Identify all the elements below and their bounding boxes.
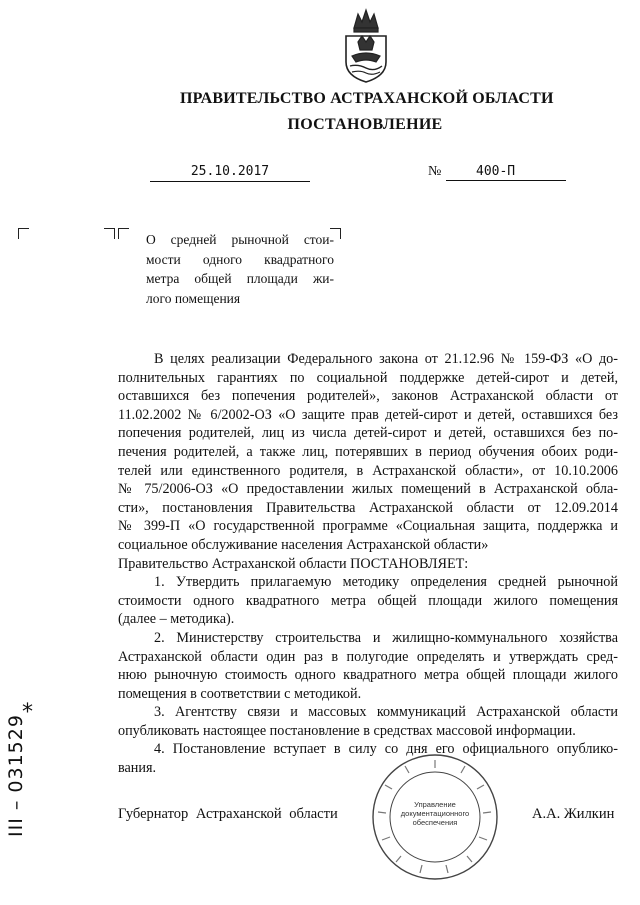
resolves-line: Правительство Астраханской области ПОСТАНОВЛЯЕТ: — [118, 555, 469, 572]
coat-of-arms-icon — [336, 6, 396, 86]
preamble-line: социальное обслуживание населения Астраханской области» — [118, 536, 489, 553]
preamble-line: сти», постановления Правительства Астраханской области от 12.09.2014 — [118, 499, 618, 516]
document-subject — [146, 230, 334, 308]
subject-line: метра общей площади жи- — [146, 271, 334, 286]
item-1-line: 1. Утвердить прилагаемую методику определения средней рыночной — [154, 574, 618, 591]
number-sign: № — [428, 164, 442, 179]
preamble-line: полнительных гарантиях по социальной поддержке детей-сирот и детей, — [118, 369, 618, 386]
item-4-line: 4. Постановление вступает в силу со дня его официального опублико- — [154, 741, 618, 758]
item-2-line: нюю рыночную стоимость одного квадратного метра общей площади жилого — [118, 667, 618, 684]
stamp-line: Управление — [414, 800, 456, 809]
subject-line: О средней рыночной стои- — [146, 232, 334, 247]
stamp-line: документационного — [400, 809, 470, 818]
stamp-line: обеспечения — [412, 818, 458, 827]
corner-mark — [104, 228, 115, 239]
item-1-line: (далее – методика). — [118, 611, 235, 628]
registration-number: III – 031529 — [5, 714, 27, 837]
preamble-line: оставшихся без попечения родителей», законов Астраханской области от — [118, 388, 618, 405]
preamble-line: попечения родителей, лиц из числа детей-сирот и детей, оставшихся без по- — [118, 425, 618, 442]
registration-mark: * — [22, 700, 33, 725]
document-number: 400-П — [446, 164, 566, 181]
subject-line: лого помещения — [146, 290, 241, 306]
item-1-line: стоимости одного квадратного метра общей площади жилого помещения — [118, 592, 618, 609]
document-date: 25.10.2017 — [150, 164, 310, 182]
item-3-line: опубликовать настоящее постановление в средствах массовой информации. — [118, 722, 576, 739]
document-type: ПОСТАНОВЛЕНИЕ — [287, 116, 443, 133]
signatory-name: А.А. Жилкин — [532, 806, 615, 822]
signatory-position: Губернатор Астраханской области — [118, 806, 338, 822]
preamble-line: печения родителей, а также лиц, потерявших в период обучения обоих роди- — [118, 443, 618, 460]
item-2-line: Астраханской области один раз в полугодие определять и утверждать сред- — [118, 648, 618, 665]
preamble-line: № 75/2006-ОЗ «О предоставлении жилых помещений в Астраханской обла- — [118, 481, 618, 498]
preamble-line: № 399-П «О государственной программе «Социальная защита, поддержка и — [118, 518, 618, 535]
item-2-line: помещения в соответствии с методикой. — [118, 685, 362, 702]
preamble-line: 11.02.2002 № 6/2002-ОЗ «О защите прав детей-сирот и детей, оставшихся без — [118, 406, 618, 423]
item-2-line: 2. Министерству строительства и жилищно-коммунального хозяйства — [154, 629, 618, 646]
document-body — [118, 350, 618, 778]
preamble-line: телей или единственного родителя, в Астраханской области», от 10.10.2006 — [118, 462, 618, 479]
corner-mark — [18, 228, 29, 239]
organization-title: ПРАВИТЕЛЬСТВО АСТРАХАНСКОЙ ОБЛАСТИ — [180, 90, 554, 107]
item-3-line: 3. Агентству связи и массовых коммуникаций Астраханской области — [154, 704, 618, 721]
corner-mark — [118, 228, 129, 239]
item-4-line: вания. — [118, 760, 157, 777]
preamble-line: В целях реализации Федерального закона от 21.12.96 № 159-ФЗ «О до- — [154, 351, 618, 367]
subject-line: мости одного квадратного — [146, 251, 334, 267]
stamp-center-text — [400, 800, 470, 827]
